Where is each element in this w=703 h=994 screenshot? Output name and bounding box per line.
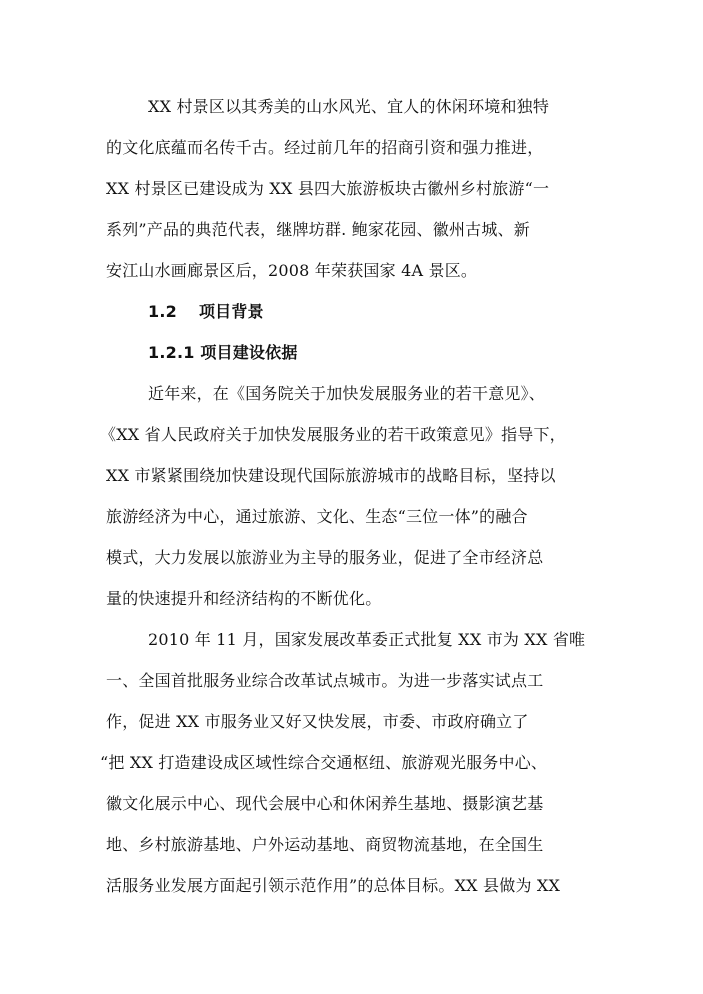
para3-line-1: 2010 年 11 月，国家发展改革委正式批复 XX 市为 XX 省唯 — [148, 630, 586, 649]
para1-line-1: XX 村景区以其秀美的山水风光、宜人的休闲环境和独特 — [148, 97, 550, 116]
para3-line-6: 地、乡村旅游基地、户外运动基地、商贸物流基地，在全国生 — [106, 835, 544, 854]
section-number: 1.2 — [148, 302, 177, 321]
para2-line-6: 量的快速提升和经济结构的不断优化。 — [106, 589, 382, 608]
para1-line-5: 安江山水画廊景区后，2008 年荣获国家 4A 景区。 — [106, 261, 478, 280]
para3-line-2: 一、全国首批服务业综合改革试点城市。为进一步落实试点工 — [106, 671, 544, 690]
para3-line-7: 活服务业发展方面起引领示范作用”的总体目标。XX 县做为 XX — [106, 876, 561, 895]
para2-line-4: 旅游经济为中心，通过旅游、文化、生态“三位一体”的融合 — [106, 507, 528, 526]
para2-line-1: 近年来，在《国务院关于加快发展服务业的若干意见》、 — [148, 384, 546, 403]
para3-line-3: 作，促进 XX 市服务业又好又快发展，市委、市政府确立了 — [106, 712, 529, 731]
para2-line-2: 《XX 省人民政府关于加快发展服务业的若干政策意见》指导下， — [100, 425, 566, 444]
section-title: 项目背景 — [198, 302, 264, 321]
para1-line-4: 系列”产品的典范代表，继牌坊群. 鲍家花园、徽州古城、新 — [106, 220, 530, 239]
section-heading-1-2 — [148, 302, 264, 322]
para3-line-4: “把 XX 打造建设成区域性综合交通枢纽、旅游观光服务中心、 — [100, 753, 548, 772]
para1-line-2: 的文化底蕴而名传千古。经过前几年的招商引资和强力推进， — [106, 138, 544, 157]
subsection-heading-1-2-1: 1.2.1 项目建设依据 — [148, 343, 298, 362]
para2-line-3: XX 市紧紧围绕加快建设现代国际旅游城市的战略目标，坚持以 — [106, 466, 556, 485]
para3-line-5: 徽文化展示中心、现代会展中心和休闲养生基地、摄影演艺基 — [106, 794, 544, 813]
para1-line-3: XX 村景区已建设成为 XX 县四大旅游板块古徽州乡村旅游“一 — [106, 179, 550, 198]
para2-line-5: 模式，大力发展以旅游业为主导的服务业，促进了全市经济总 — [106, 548, 544, 567]
